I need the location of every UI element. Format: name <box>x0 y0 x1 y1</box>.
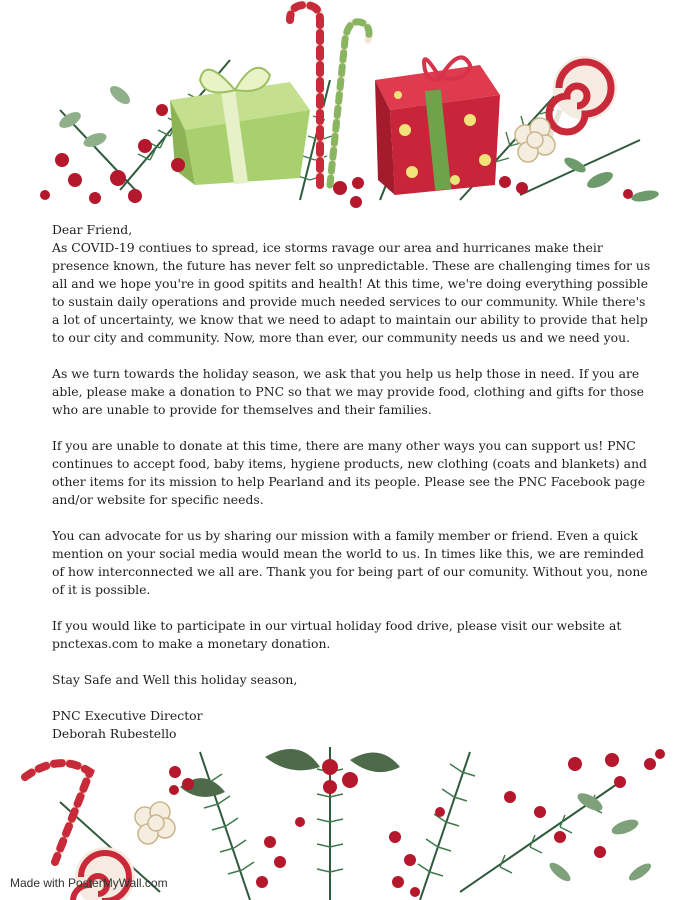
lollipop-bottom <box>73 847 135 900</box>
holly-leaves-bottom <box>180 749 400 797</box>
cotton-flower-top <box>515 118 555 162</box>
letter-paragraph: As COVID-19 contiues to spread, ice storms ravage our area and hurricanes make their presence known, the future has never felt so unpredictable. These are challenging times for us all and we hope you're in good spitits and health! At this time, we're doing everything possible to sustain daily operations and provide much needed services to our community. While there's a lot of uncertainty, we know that we need to adapt to maintain our ability to provide that help to our city and community. Now, more than ever, our community needs us and we need you. <box>52 240 651 345</box>
signature-name: Deborah Rubestello <box>52 726 177 741</box>
top-holiday-decoration <box>0 0 695 215</box>
signature-title: PNC Executive Director <box>52 708 203 723</box>
leaves-left <box>57 83 133 150</box>
letter-body <box>52 221 652 743</box>
green-gift-box <box>170 68 310 185</box>
salutation: Dear Friend, <box>52 222 133 237</box>
pine-needles-bottom <box>196 764 602 876</box>
letter-paragraph: If you are unable to donate at this time, there are many other ways you can support us! PNC continues to accept food, baby items, hygiene products, new clothing (coats and blankets) and other items for its mission to help Pearland and its people. Please see the PNC Facebook page and/or website for specific needs. <box>52 438 647 507</box>
lollipop-top <box>545 56 617 150</box>
letter-paragraph: You can advocate for us by sharing our mission with a family member or friend. Even a quick mention on your social media would mean the world to us. In times like this, we are reminded of how interconnected we all are. Thank you for being part of our comunity. Without you, none of it is possible. <box>52 528 648 597</box>
holly-berries-bottom <box>169 749 665 897</box>
letter-paragraph: As we turn towards the holiday season, we ask that you help us help those in need. If you are able, please make a donation to PNC so that we may provide food, clothing and gifts for those who are unable to provide for themselves and their families. <box>52 366 644 417</box>
letter-paragraph: If you would like to participate in our virtual holiday food drive, please visit our website at pnctexas.com to make a monetary donation. <box>52 618 622 651</box>
red-polka-dot-gift-box <box>375 57 500 195</box>
candy-cane-bottom <box>25 763 90 862</box>
cotton-flower-bottom <box>135 802 175 844</box>
leaves-right <box>562 155 660 204</box>
watermark-text[interactable]: Made with PosterMyWall.com <box>10 876 168 890</box>
closing-line: Stay Safe and Well this holiday season, <box>52 672 298 687</box>
